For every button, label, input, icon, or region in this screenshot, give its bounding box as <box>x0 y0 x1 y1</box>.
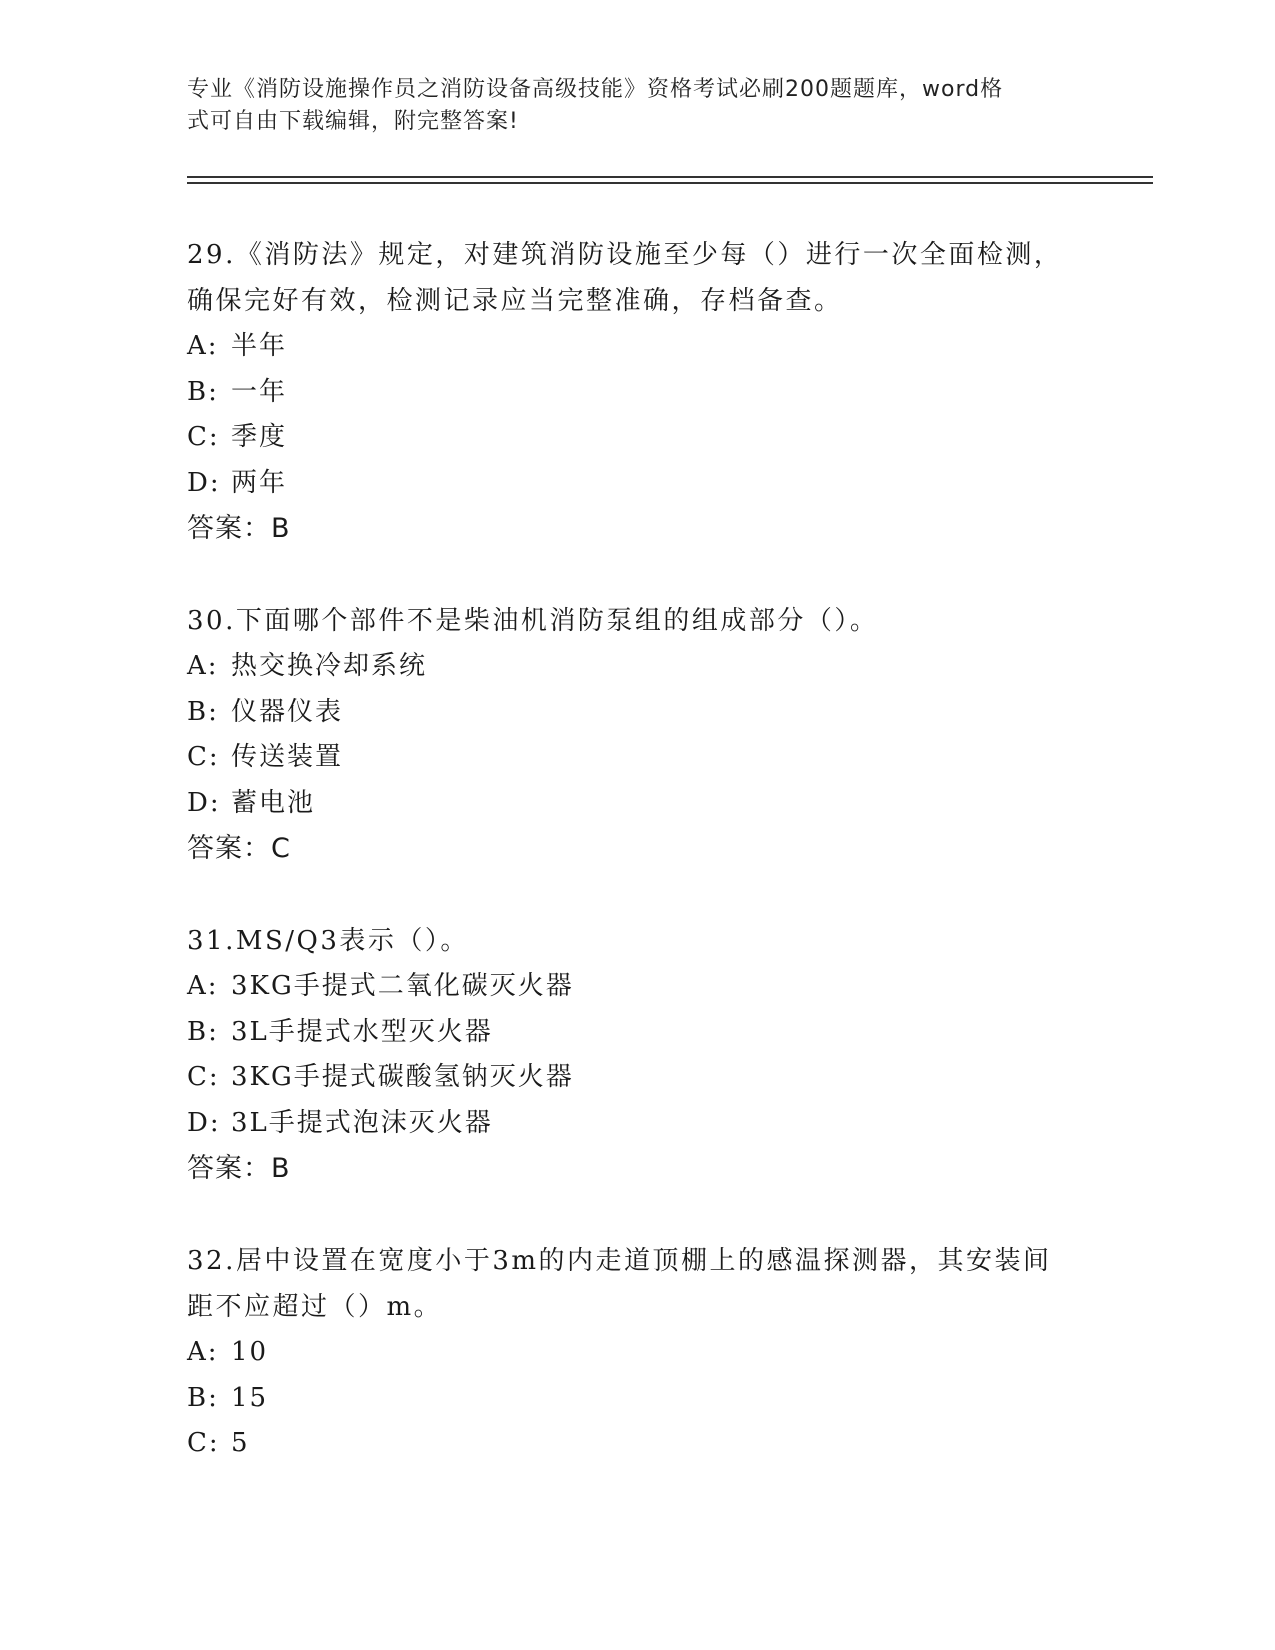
option-a <box>187 1330 1087 1376</box>
question-stem <box>187 918 1087 964</box>
answer-line: 答案：B <box>187 513 291 544</box>
question-stem-line-1: 31.MS/Q3表示（）。 <box>187 926 469 956</box>
option-key: A: <box>187 971 219 1001</box>
option-text: 仪器仪表 <box>231 696 344 727</box>
option-key: B: <box>187 696 219 727</box>
option-text: 15 <box>231 1382 269 1413</box>
question-stem-line-1: 29.《消防法》规定，对建筑消防设施至少每（）进行一次全面检测， <box>187 240 1063 270</box>
option-text: 蓄电池 <box>231 787 316 818</box>
option-b <box>187 1010 1087 1056</box>
option-key: C: <box>187 1062 220 1092</box>
question-31 <box>187 918 1087 1192</box>
option-text: 3L手提式水型灭火器 <box>231 1016 493 1047</box>
option-key: D: <box>187 787 221 818</box>
option-a <box>187 644 1087 690</box>
option-d <box>187 1101 1087 1147</box>
option-d <box>187 461 1087 507</box>
option-key: A: <box>187 331 219 361</box>
option-c <box>187 1421 1087 1467</box>
question-29 <box>187 232 1087 552</box>
question-32 <box>187 1238 1087 1467</box>
option-text: 传送装置 <box>231 742 344 772</box>
answer-line: 答案：C <box>187 833 291 864</box>
option-a <box>187 324 1087 370</box>
option-text: 5 <box>231 1428 250 1458</box>
header-divider-bottom <box>187 182 1153 184</box>
option-key: C: <box>187 422 220 452</box>
option-text: 半年 <box>231 331 288 361</box>
option-key: C: <box>187 1428 220 1458</box>
header-divider-top <box>187 176 1153 178</box>
question-stem-line-1: 32.居中设置在宽度小于3m的内走道顶棚上的感温探测器，其安装间 <box>187 1246 1052 1276</box>
option-text: 3KG手提式碳酸氢钠灭火器 <box>231 1062 574 1092</box>
header-line-1: 专业《消防设施操作员之消防设备高级技能》资格考试必刷200题题库，word格 <box>187 77 1004 102</box>
option-c <box>187 415 1087 461</box>
option-c <box>187 735 1087 781</box>
question-list <box>187 232 1087 1513</box>
question-stem <box>187 598 1087 644</box>
option-key: B: <box>187 376 219 407</box>
option-text: 10 <box>231 1337 269 1367</box>
option-key: C: <box>187 742 220 772</box>
option-text: 3L手提式泡沫灭火器 <box>231 1107 493 1138</box>
option-key: A: <box>187 651 219 681</box>
option-text: 两年 <box>231 467 288 498</box>
option-text: 热交换冷却系统 <box>231 651 428 681</box>
option-key: B: <box>187 1382 219 1413</box>
option-key: D: <box>187 467 221 498</box>
header-line-2: 式可自由下载编辑，附完整答案! <box>187 109 519 134</box>
option-a <box>187 964 1087 1010</box>
question-stem-line-2: 距不应超过（）m。 <box>187 1292 443 1322</box>
question-stem-line-1: 30.下面哪个部件不是柴油机消防泵组的组成部分（）。 <box>187 606 879 636</box>
answer-line: 答案：B <box>187 1153 291 1184</box>
document-header <box>187 74 1067 138</box>
option-c <box>187 1055 1087 1101</box>
option-key: A: <box>187 1337 219 1367</box>
option-text: 季度 <box>231 422 288 452</box>
option-key: D: <box>187 1107 221 1138</box>
question-stem-line-2: 确保完好有效，检测记录应当完整准确，存档备查。 <box>187 286 843 316</box>
option-text: 一年 <box>231 376 288 407</box>
option-d <box>187 781 1087 827</box>
question-stem <box>187 1238 1087 1330</box>
option-b <box>187 1376 1087 1422</box>
option-text: 3KG手提式二氧化碳灭火器 <box>231 971 574 1001</box>
question-30 <box>187 598 1087 872</box>
question-stem <box>187 232 1087 324</box>
option-b <box>187 690 1087 736</box>
option-key: B: <box>187 1016 219 1047</box>
option-b <box>187 370 1087 416</box>
